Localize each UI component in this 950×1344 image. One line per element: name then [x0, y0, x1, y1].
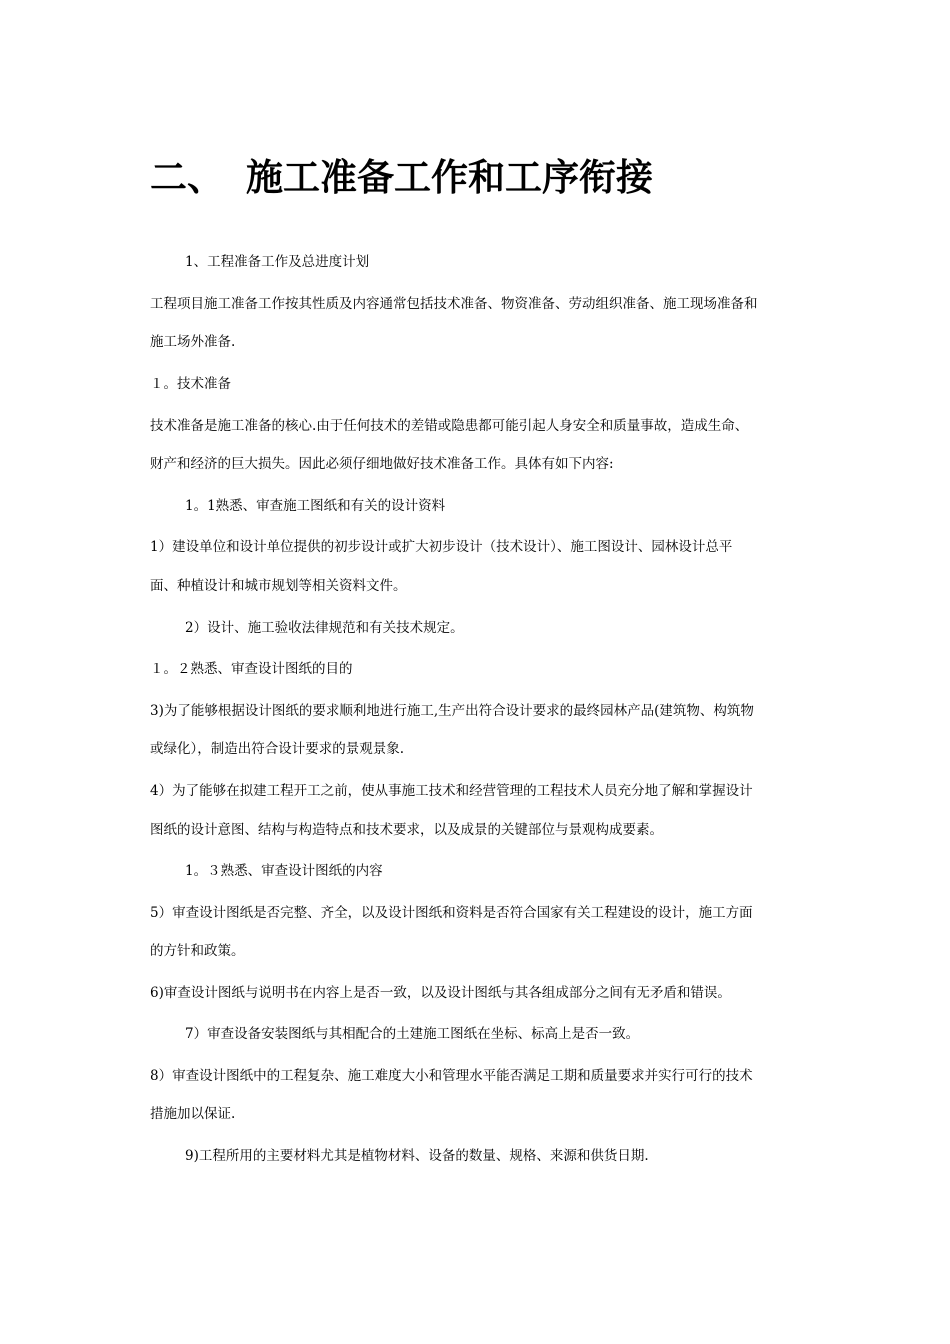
paragraph-line: 工程项目施工准备工作按其性质及内容通常包括技术准备、物资准备、劳动组织准备、施工现场准备和	[150, 296, 758, 312]
paragraph-line: 面、种植设计和城市规划等相关资料文件。	[150, 578, 407, 594]
section-heading	[150, 150, 653, 206]
paragraph-line: 图纸的设计意图、结构与构造特点和技术要求，以及成景的关键部位与景观构成要素。	[150, 822, 663, 838]
paragraph-line: 的方针和政策。	[150, 943, 245, 959]
paragraph-line: 1）建设单位和设计单位提供的初步设计或扩大初步设计（技术设计）、施工图设计、园林设计总平	[150, 539, 733, 555]
paragraph-line: １。技术准备	[150, 376, 231, 392]
paragraph-line: 7）审查设备安装图纸与其相配合的土建施工图纸在坐标、标高上是否一致。	[185, 1026, 640, 1042]
paragraph-line: 8）审查设计图纸中的工程复杂、施工难度大小和管理水平能否满足工期和质量要求并实行可行的技术	[150, 1068, 753, 1084]
paragraph-line: 4）为了能够在拟建工程开工之前，使从事施工技术和经营管理的工程技术人员充分地了解和掌握设计	[150, 783, 753, 799]
paragraph-line: 2）设计、施工验收法律规范和有关技术规定。	[185, 620, 464, 636]
paragraph-line: １。２熟悉、审查设计图纸的目的	[150, 661, 353, 677]
paragraph-line: 1。３熟悉、审查设计图纸的内容	[185, 863, 383, 879]
paragraph-line: 措施加以保证.	[150, 1106, 236, 1122]
section-number: 二、	[150, 156, 224, 199]
paragraph-line: 6)审查设计图纸与说明书在内容上是否一致，以及设计图纸与其各组成部分之间有无矛盾和错误。	[150, 985, 731, 1001]
paragraph-line: 技术准备是施工准备的核心.由于任何技术的差错或隐患都可能引起人身安全和质量事故，造成生命、	[150, 418, 749, 434]
paragraph-line: 财产和经济的巨大损失。因此必须仔细地做好技术准备工作。具体有如下内容:	[150, 456, 614, 472]
paragraph-line: 3)为了能够根据设计图纸的要求顺利地进行施工,生产出符合设计要求的最终园林产品(建筑物、构筑物	[150, 703, 754, 719]
paragraph-line: 1、工程准备工作及总进度计划	[185, 254, 370, 270]
paragraph-line: 施工场外准备.	[150, 334, 236, 350]
paragraph-line: 1。1熟悉、审查施工图纸和有关的设计资料	[185, 498, 446, 514]
paragraph-line: 或绿化），制造出符合设计要求的景观景象.	[150, 741, 405, 757]
section-title: 施工准备工作和工序衔接	[246, 156, 653, 199]
paragraph-line: 9)工程所用的主要材料尤其是植物材料、设备的数量、规格、来源和供货日期.	[185, 1148, 649, 1164]
paragraph-line: 5）审查设计图纸是否完整、齐全，以及设计图纸和资料是否符合国家有关工程建设的设计，施工方面	[150, 905, 753, 921]
